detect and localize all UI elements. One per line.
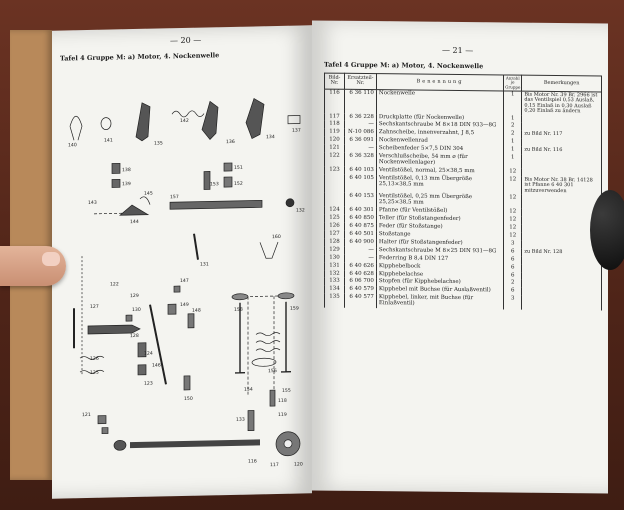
row-remarks: zu Bild Nr. 117 bbox=[522, 131, 602, 140]
exploded-parts-drawing bbox=[60, 71, 306, 486]
row-description: Kipphebel, linker, mit Buchse (für Einlaßventil) bbox=[376, 294, 503, 309]
svg-text:157: 157 bbox=[170, 195, 179, 201]
row-quantity: 6 bbox=[504, 272, 522, 280]
row-quantity: 12 bbox=[504, 209, 522, 217]
row-quantity: 2 bbox=[504, 123, 522, 131]
row-part-number: — bbox=[344, 145, 376, 153]
left-page-header: Tafel 4 Gruppe M: a) Motor, 4. Nockenwelle bbox=[60, 51, 220, 63]
row-bild: 131 bbox=[325, 262, 345, 270]
svg-text:119: 119 bbox=[278, 412, 287, 418]
row-bild: 121 bbox=[325, 145, 345, 153]
svg-text:127: 127 bbox=[90, 304, 99, 310]
row-remarks bbox=[522, 296, 602, 311]
svg-text:128: 128 bbox=[130, 333, 139, 340]
row-part-number: 6 40 105 bbox=[344, 175, 376, 194]
svg-text:132: 132 bbox=[296, 208, 305, 214]
svg-text:159: 159 bbox=[290, 306, 299, 312]
row-part-number: 6 36 110 bbox=[344, 89, 376, 113]
row-description: Nockenwelle bbox=[376, 90, 503, 115]
row-description: Feder (für Stoßstange) bbox=[376, 223, 503, 232]
svg-text:117: 117 bbox=[270, 462, 279, 469]
svg-text:125: 125 bbox=[90, 370, 99, 376]
svg-text:146: 146 bbox=[152, 363, 161, 369]
row-part-number: 6 36 091 bbox=[344, 137, 376, 145]
row-description: Sechskantschraube M 8×18 DIN 933—8G bbox=[376, 122, 503, 131]
row-bild: 124 bbox=[325, 207, 345, 215]
row-quantity: 3 bbox=[504, 296, 522, 310]
row-part-number: — bbox=[344, 121, 376, 129]
row-bild: 134 bbox=[325, 286, 345, 294]
row-quantity: 12 bbox=[504, 195, 522, 209]
row-quantity: 2 bbox=[504, 280, 522, 288]
svg-text:160: 160 bbox=[272, 234, 281, 241]
right-page-number: — 21 — bbox=[442, 45, 474, 56]
parts-table bbox=[324, 73, 602, 311]
svg-text:154: 154 bbox=[243, 387, 253, 393]
row-quantity: 12 bbox=[504, 169, 522, 177]
row-bild bbox=[325, 193, 345, 207]
table-row bbox=[325, 294, 602, 311]
svg-text:116: 116 bbox=[248, 459, 257, 465]
row-bild: 117 bbox=[325, 113, 345, 121]
svg-text:140: 140 bbox=[68, 143, 77, 149]
svg-text:148: 148 bbox=[192, 308, 201, 314]
svg-text:143: 143 bbox=[88, 200, 97, 206]
svg-text:129: 129 bbox=[130, 293, 139, 300]
svg-text:135: 135 bbox=[154, 141, 163, 147]
row-part-number: 6 40 850 bbox=[344, 215, 376, 223]
row-description: Federring B 8,4 DIN 127 bbox=[376, 255, 503, 264]
right-page bbox=[312, 20, 608, 493]
svg-text:150: 150 bbox=[184, 396, 193, 402]
row-part-number: 6 40 875 bbox=[344, 223, 376, 231]
row-part-number: N-10 086 bbox=[344, 129, 376, 137]
row-description: Nockenwellenrad bbox=[376, 137, 503, 146]
row-quantity: 1 bbox=[504, 91, 522, 115]
row-part-number: 6 40 153 bbox=[344, 193, 376, 207]
svg-text:147: 147 bbox=[180, 278, 189, 285]
svg-text:145: 145 bbox=[144, 191, 153, 197]
left-page-number: — 20 — bbox=[170, 35, 202, 46]
col-benennung: Benennung bbox=[376, 74, 503, 91]
row-description: Ventilstößel, 0,13 mm Übergröße 25,13×38,5 mm bbox=[376, 175, 503, 195]
row-bild: 120 bbox=[325, 137, 345, 145]
row-part-number: 6 36 328 bbox=[344, 153, 376, 167]
valve-keeper-drawing bbox=[70, 116, 82, 140]
row-description: Sechskantschraube M 8×25 DIN 931—8G bbox=[376, 247, 503, 256]
svg-text:121: 121 bbox=[82, 412, 91, 419]
svg-text:149: 149 bbox=[180, 302, 189, 309]
row-description: Zahnscheibe, innenverzahnt, J 8,5 bbox=[376, 129, 503, 138]
row-quantity: 6 bbox=[504, 288, 522, 296]
row-quantity: 1 bbox=[504, 155, 522, 169]
col-anzahl: Anzahl je Gruppe bbox=[505, 75, 521, 90]
svg-text:144: 144 bbox=[130, 219, 139, 226]
svg-text:155: 155 bbox=[282, 388, 291, 394]
svg-text:153: 153 bbox=[210, 182, 219, 188]
row-bild: 130 bbox=[325, 254, 345, 262]
row-description: Kipphebelachse bbox=[376, 271, 503, 280]
row-bild: 133 bbox=[325, 278, 345, 286]
row-bild: 125 bbox=[325, 215, 345, 223]
row-bild: 129 bbox=[325, 246, 345, 254]
row-bild: 122 bbox=[325, 153, 345, 167]
row-part-number: 6 40 628 bbox=[344, 270, 376, 278]
row-bild: 132 bbox=[325, 270, 345, 278]
row-part-number: 6 40 626 bbox=[344, 262, 376, 270]
col-bemerkungen: Bemerkungen bbox=[522, 75, 602, 92]
row-quantity: 1 bbox=[504, 139, 522, 147]
row-description: Teller (für Stoßstangenfeder) bbox=[376, 215, 503, 224]
svg-text:152: 152 bbox=[234, 181, 243, 187]
left-page bbox=[52, 25, 312, 498]
dark-object bbox=[590, 190, 624, 270]
row-part-number: 6 40 103 bbox=[344, 167, 376, 175]
row-remarks: zu Bild Nr. 128 bbox=[522, 248, 602, 257]
row-part-number: 6 40 900 bbox=[344, 239, 376, 247]
row-description: Ventilstößel, normal, 25×38,5 mm bbox=[376, 167, 503, 176]
row-part-number: 6 40 577 bbox=[344, 294, 376, 308]
row-quantity: 12 bbox=[504, 176, 522, 194]
col-bild: Bild-Nr. bbox=[325, 73, 345, 89]
row-quantity: 6 bbox=[504, 256, 522, 264]
svg-text:134: 134 bbox=[266, 135, 275, 141]
row-quantity: 2 bbox=[504, 131, 522, 139]
svg-text:122: 122 bbox=[110, 282, 119, 288]
svg-text:120: 120 bbox=[294, 462, 303, 468]
right-page-header: Tafel 4 Gruppe M: a) Motor, 4. Nockenwelle bbox=[324, 60, 484, 71]
row-part-number: 6 36 228 bbox=[344, 113, 376, 121]
row-remarks: Bis Motor Nr. 38 Br. 14128 ist Pfanne 6 40 301 mitzuverwenden bbox=[522, 177, 602, 196]
svg-text:139: 139 bbox=[122, 182, 131, 188]
row-bild: 135 bbox=[325, 294, 345, 308]
svg-text:141: 141 bbox=[104, 138, 113, 144]
svg-text:138: 138 bbox=[122, 168, 131, 174]
row-description: Halter (für Stoßstangenfeder) bbox=[376, 239, 503, 248]
row-description: Scheibenfeder 5×7,5 DIN 304 bbox=[376, 145, 503, 154]
row-description: Pfanne (für Ventilstößel) bbox=[376, 207, 503, 216]
row-quantity: 12 bbox=[504, 232, 522, 240]
row-bild: 123 bbox=[325, 167, 345, 175]
svg-text:124: 124 bbox=[144, 351, 153, 357]
svg-text:130: 130 bbox=[132, 307, 141, 314]
row-quantity: 12 bbox=[504, 216, 522, 224]
row-part-number: — bbox=[344, 247, 376, 255]
row-quantity: 12 bbox=[504, 224, 522, 232]
svg-text:137: 137 bbox=[292, 128, 301, 134]
row-remarks: zu Bild Nr. 116 bbox=[522, 147, 602, 156]
row-bild: 127 bbox=[325, 230, 345, 238]
svg-text:151: 151 bbox=[234, 165, 243, 171]
svg-text:118: 118 bbox=[278, 398, 287, 404]
row-part-number: 6 40 579 bbox=[344, 286, 376, 294]
row-bild: 128 bbox=[325, 238, 345, 246]
row-description: Druckplatte (für Nockenwelle) bbox=[376, 114, 503, 123]
row-description: Verschlußscheibe, 54 mm ⌀ (für Nockenwellenlager) bbox=[376, 153, 503, 168]
row-remarks bbox=[522, 195, 602, 210]
svg-text:136: 136 bbox=[226, 139, 235, 146]
svg-text:158: 158 bbox=[234, 307, 243, 313]
table-row bbox=[325, 89, 602, 116]
row-part-number: 6 06 700 bbox=[344, 278, 376, 286]
svg-text:156: 156 bbox=[268, 369, 277, 375]
row-part-number: 6 40 501 bbox=[344, 231, 376, 239]
svg-text:123: 123 bbox=[144, 381, 153, 387]
row-bild: 119 bbox=[325, 129, 345, 137]
row-remarks bbox=[522, 155, 602, 170]
hand-thumb bbox=[0, 246, 66, 286]
row-description: Stoßstange bbox=[376, 231, 503, 240]
row-quantity: 6 bbox=[504, 264, 522, 272]
row-description: Stopfen (für Kipphebelachse) bbox=[376, 279, 503, 288]
row-bild: 116 bbox=[325, 89, 345, 113]
row-bild: 126 bbox=[325, 223, 345, 231]
row-bild: 118 bbox=[325, 121, 345, 129]
row-bild bbox=[325, 175, 345, 193]
row-description: Kipphebel mit Buchse (für Auslaßventil) bbox=[376, 287, 503, 296]
svg-text:133: 133 bbox=[236, 417, 245, 423]
row-description: Ventilstößel, 0,25 mm Übergröße 25,25×38,5 mm bbox=[376, 193, 503, 208]
row-remarks: Bis Motor Nr. 39 Br. 2966 ist das Ventilspiel 0,53 Auslaß, 0,15 Einlaß in 0,30 Auslaß 0,20 Einlaß zu ändern bbox=[522, 91, 602, 116]
col-ersatzteil: Ersatzteil-Nr. bbox=[344, 73, 376, 89]
row-part-number: — bbox=[344, 254, 376, 262]
row-quantity: 3 bbox=[504, 240, 522, 248]
row-description: Kipphebelbock bbox=[376, 263, 503, 272]
row-quantity: 1 bbox=[504, 115, 522, 123]
svg-text:131: 131 bbox=[200, 262, 209, 268]
row-quantity: 1 bbox=[504, 147, 522, 155]
row-quantity: 6 bbox=[504, 248, 522, 256]
row-part-number: 6 40 301 bbox=[344, 207, 376, 215]
svg-text:142: 142 bbox=[180, 118, 189, 125]
svg-text:126: 126 bbox=[90, 356, 99, 362]
